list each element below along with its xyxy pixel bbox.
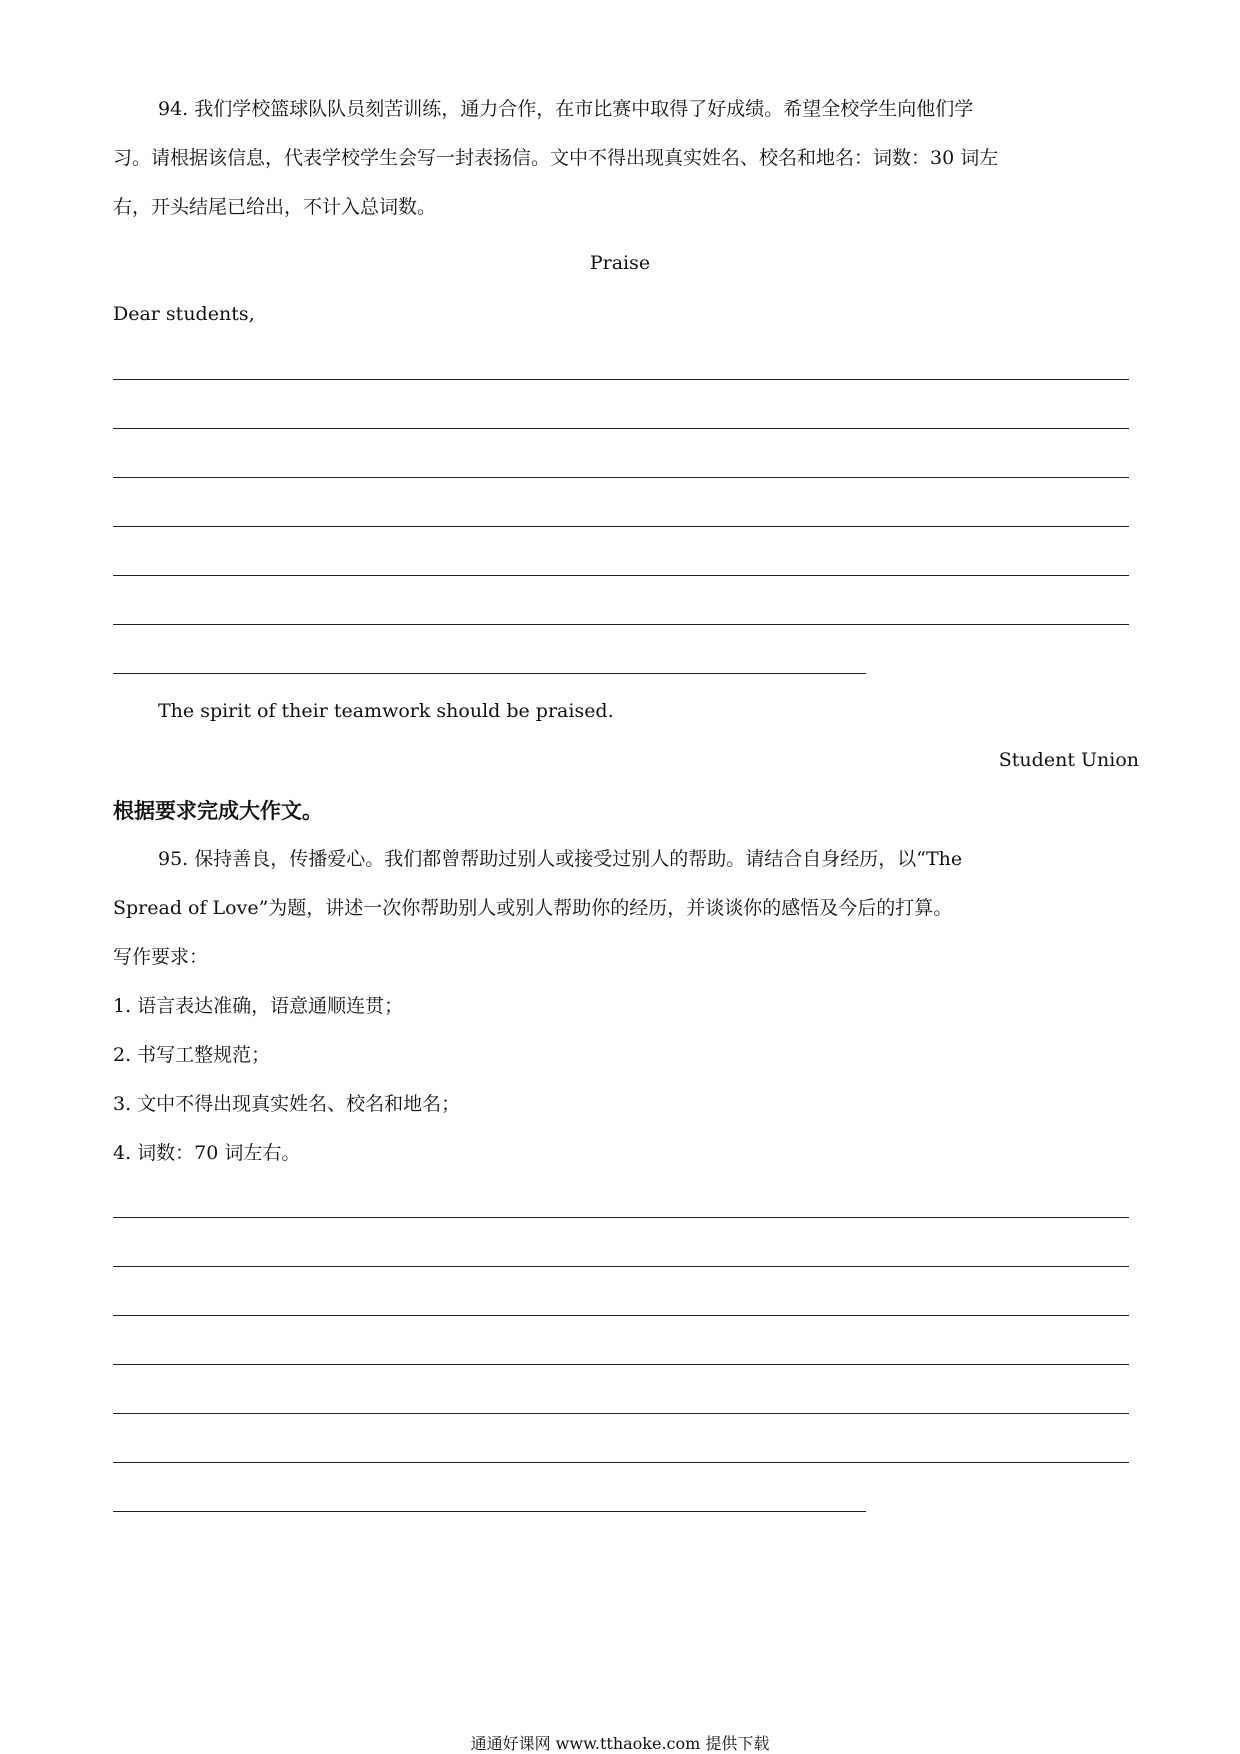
section-heading: 根据要求完成大作文。 xyxy=(113,798,323,823)
answer-line[interactable] xyxy=(113,1413,1129,1414)
answer-line[interactable] xyxy=(113,1315,1129,1316)
answer-line[interactable] xyxy=(113,1462,1129,1463)
letter-signature: Student Union xyxy=(998,749,1139,771)
requirement-item: 4. 词数：70 词左右。 xyxy=(113,1142,301,1164)
answer-line[interactable] xyxy=(113,526,1129,527)
answer-line[interactable] xyxy=(113,1217,1129,1218)
requirement-item: 2. 书写工整规范； xyxy=(113,1044,271,1066)
requirement-item: 1. 语言表达准确，语意通顺连贯； xyxy=(113,995,404,1017)
answer-line-short[interactable] xyxy=(113,1511,866,1512)
requirements-label: 写作要求： xyxy=(113,946,209,968)
answer-line[interactable] xyxy=(113,575,1129,576)
letter-closing: The spirit of their teamwork should be praised. xyxy=(158,700,614,722)
letter-title: Praise xyxy=(589,252,651,274)
q94-line-2: 习。请根据该信息，代表学校学生会写一封表扬信。文中不得出现真实姓名、校名和地名：词数：30 词左 xyxy=(113,147,999,169)
q95-line-2: Spread of Love”为题，讲述一次你帮助别人或别人帮助你的经历，并谈谈你的感悟及今后的打算。 xyxy=(113,897,953,919)
answer-line[interactable] xyxy=(113,1266,1129,1267)
requirement-item: 3. 文中不得出现真实姓名、校名和地名； xyxy=(113,1093,461,1115)
answer-line[interactable] xyxy=(113,1364,1129,1365)
answer-line[interactable] xyxy=(113,624,1129,625)
answer-line[interactable] xyxy=(113,477,1129,478)
q94-line-3: 右，开头结尾已给出，不计入总词数。 xyxy=(113,196,437,218)
q94-line-1: 94. 我们学校篮球队队员刻苦训练，通力合作，在市比赛中取得了好成绩。希望全校学生向他们学 xyxy=(158,98,974,120)
q95-line-1: 95. 保持善良，传播爱心。我们都曾帮助过别人或接受过别人的帮助。请结合自身经历，以“The xyxy=(158,848,963,870)
answer-line[interactable] xyxy=(113,428,1129,429)
answer-line[interactable] xyxy=(113,379,1129,380)
answer-line-short[interactable] xyxy=(113,673,866,674)
letter-greeting: Dear students, xyxy=(113,303,255,325)
page-footer: 通通好课网 www.tthaoke.com 提供下载 xyxy=(470,1734,770,1753)
